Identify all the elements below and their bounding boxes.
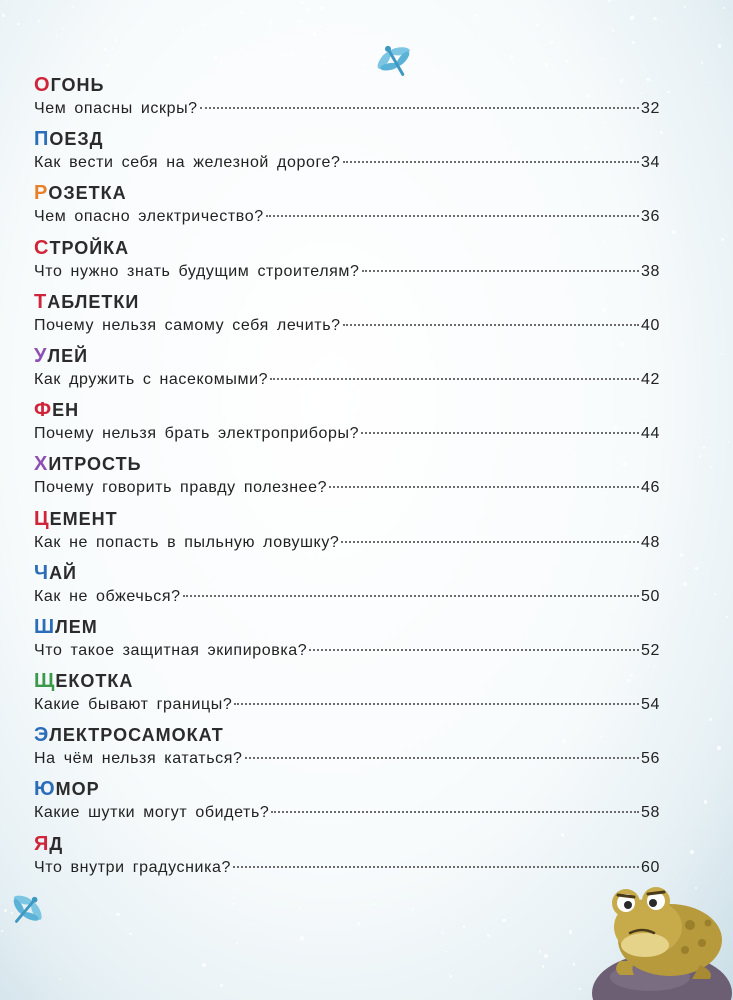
heading-word: ГОНЬ [50, 75, 105, 95]
entry-line [34, 260, 660, 284]
dot-leader [245, 757, 639, 759]
entry-question: Почему говорить правду полезнее? [34, 479, 328, 497]
heading-word: ОЕЗД [49, 129, 104, 150]
speck [220, 984, 223, 987]
entry-heading [34, 561, 660, 585]
speck [672, 230, 675, 233]
heading-initial-letter: Т [34, 290, 48, 313]
heading-initial-letter: Ч [34, 561, 50, 584]
speck [38, 20, 40, 22]
speck [412, 908, 413, 909]
speck [320, 26, 321, 27]
entry-heading [34, 290, 660, 314]
entry-heading [34, 344, 660, 368]
speck [683, 582, 687, 586]
speck [718, 44, 721, 47]
speck [306, 8, 310, 12]
speck [707, 437, 708, 438]
speck [721, 238, 724, 241]
page-number: 46 [641, 479, 660, 497]
toc-entry [34, 290, 660, 344]
heading-initial-letter: Ю [34, 778, 56, 801]
speck [279, 6, 280, 7]
entry-line [34, 205, 660, 229]
entry-heading [34, 181, 660, 205]
entry-line [34, 476, 660, 500]
entry-question: Как дружить с насекомыми? [34, 370, 269, 388]
toc-entry [34, 398, 660, 452]
speck [373, 903, 375, 905]
speck [602, 59, 603, 60]
speck [703, 446, 705, 448]
entry-question: Почему нельзя самому себя лечить? [34, 316, 341, 334]
speck [236, 942, 238, 944]
page-number: 58 [641, 804, 660, 822]
speck [573, 963, 576, 966]
speck [129, 933, 131, 935]
speck [322, 62, 325, 65]
speck [653, 17, 656, 20]
toc-entry [34, 507, 660, 561]
heading-word: АБЛЕТКИ [47, 291, 140, 312]
dot-leader [200, 107, 639, 109]
speck [579, 988, 581, 990]
speck [72, 6, 74, 8]
speck [240, 11, 243, 14]
speck [291, 53, 294, 56]
speck [298, 20, 301, 23]
page-number: 36 [641, 208, 660, 226]
heading-word: ЕН [52, 400, 80, 421]
speck [608, 0, 610, 2]
speck [634, 15, 635, 16]
entry-line [34, 97, 660, 121]
heading-word: МОР [55, 779, 100, 800]
speck [104, 48, 107, 51]
speck [202, 963, 206, 967]
entry-line [34, 314, 660, 338]
heading-word: АЙ [49, 562, 77, 583]
page-number: 42 [641, 370, 660, 388]
speck [301, 1, 304, 4]
speck [612, 29, 615, 32]
dot-leader [361, 432, 639, 434]
speck [463, 925, 465, 927]
speck [214, 57, 217, 60]
heading-word: ЛЕМ [55, 616, 98, 637]
entry-line [34, 747, 660, 771]
speck [112, 47, 114, 49]
entry-heading [34, 452, 660, 476]
page-number: 48 [641, 533, 660, 551]
entry-heading [34, 832, 660, 856]
entry-question: Чем опасны искры? [34, 100, 198, 117]
entry-heading [34, 615, 660, 639]
entry-heading [34, 127, 660, 151]
speck [63, 28, 64, 29]
speck [709, 718, 712, 721]
heading-word: Д [49, 833, 64, 854]
entry-line [34, 531, 660, 555]
page-number: 50 [641, 587, 660, 605]
entry-line [34, 422, 660, 446]
toc-entry [34, 73, 660, 127]
toc-entry [34, 561, 660, 615]
speck [300, 936, 303, 939]
dragonfly-icon [2, 888, 50, 932]
speck [60, 978, 61, 979]
toc-entry [34, 452, 660, 506]
heading-initial-letter: Х [34, 453, 49, 476]
speck [182, 55, 184, 57]
speck [479, 34, 480, 35]
dot-leader [309, 649, 639, 651]
speck [115, 39, 117, 41]
toc-entry [34, 669, 660, 723]
speck [539, 950, 542, 953]
entry-question: Какие бывают границы? [34, 696, 233, 714]
toc-entry [34, 723, 660, 777]
page-number: 54 [641, 696, 660, 714]
speck [642, 66, 643, 67]
speck [116, 913, 119, 916]
heading-word: ЛЕКТРОСАМОКАТ [49, 725, 224, 746]
toc-entry [34, 127, 660, 181]
entry-heading [34, 398, 660, 422]
speck [487, 934, 490, 937]
speck [442, 932, 444, 934]
entry-line [34, 585, 660, 609]
speck [684, 6, 686, 8]
speck [313, 32, 317, 36]
heading-word: ИТРОСТЬ [48, 454, 142, 475]
speck [475, 14, 478, 17]
speck [730, 14, 731, 15]
speck [679, 758, 680, 759]
page-number: 52 [641, 641, 660, 659]
speck [502, 919, 505, 922]
speck [106, 64, 109, 67]
dot-leader [329, 486, 639, 488]
entry-question: Что нужно знать будущим строителям? [34, 262, 360, 280]
dot-leader [341, 541, 639, 543]
entry-heading [34, 777, 660, 801]
entry-heading [34, 73, 660, 97]
speck [695, 567, 698, 570]
page-number: 38 [641, 262, 660, 280]
dot-leader [270, 378, 639, 380]
entry-question: Как не попасть в пыльную ловушку? [34, 533, 340, 551]
toc-list [34, 73, 660, 886]
page-number: 56 [641, 750, 660, 768]
entry-line [34, 856, 660, 880]
speck [510, 55, 514, 59]
speck [690, 850, 694, 854]
heading-initial-letter: Щ [34, 670, 56, 693]
speck [182, 28, 185, 31]
entry-heading [34, 723, 660, 747]
speck [202, 24, 204, 26]
toc-entry [34, 236, 660, 290]
entry-line [34, 801, 660, 825]
entry-line [34, 151, 660, 175]
speck [710, 466, 712, 468]
speck [287, 59, 288, 60]
dot-leader [271, 811, 639, 813]
page-number: 32 [641, 100, 660, 117]
dot-leader [233, 866, 639, 868]
toc-entry [34, 181, 660, 235]
page-number: 40 [641, 316, 660, 334]
entry-line [34, 639, 660, 663]
speck [721, 353, 723, 355]
speck [544, 954, 548, 958]
entry-heading [34, 236, 660, 260]
heading-word: ЕКОТКА [55, 671, 134, 692]
speck [701, 62, 703, 64]
toc-entry [34, 832, 660, 886]
dot-leader [343, 324, 639, 326]
dot-leader [266, 215, 639, 217]
heading-word: ЛЕЙ [47, 345, 89, 366]
heading-initial-letter: П [34, 128, 50, 151]
speck [550, 41, 553, 44]
speck [632, 41, 634, 43]
speck [630, 16, 633, 19]
entry-question: Что внутри градусника? [34, 858, 232, 876]
speck [717, 746, 721, 750]
entry-question: Почему нельзя брать электроприборы? [34, 425, 360, 443]
speck [17, 23, 19, 25]
entry-question: Чем опасно электричество? [34, 208, 264, 226]
speck [299, 908, 301, 910]
heading-initial-letter: Р [34, 182, 49, 205]
toc-entry [34, 615, 660, 669]
speck [407, 8, 409, 10]
heading-initial-letter: Э [34, 724, 50, 747]
dot-leader [234, 703, 639, 705]
speck [723, 7, 725, 9]
entry-question: Как не обжечься? [34, 587, 181, 605]
speck [2, 14, 5, 17]
page-number: 44 [641, 425, 660, 443]
speck [232, 903, 234, 905]
speck [699, 455, 702, 458]
entry-question: Какие шутки могут обидеть? [34, 804, 270, 822]
heading-initial-letter: Я [34, 832, 50, 855]
entry-heading [34, 669, 660, 693]
toc-entry [34, 777, 660, 831]
toc-entry [34, 344, 660, 398]
page-number: 60 [641, 858, 660, 876]
speck [250, 924, 252, 926]
entry-question: Как вести себя на железной дороге? [34, 154, 341, 172]
heading-word: ТРОЙКА [49, 237, 130, 258]
speck [667, 91, 669, 93]
speck [269, 21, 273, 25]
entry-question: Что такое защитная экипировка? [34, 641, 308, 659]
speck [411, 9, 413, 11]
entry-question: На чём нельзя кататься? [34, 750, 243, 768]
entry-heading [34, 507, 660, 531]
speck [710, 82, 711, 83]
dot-leader [362, 270, 639, 272]
speck [726, 616, 728, 618]
entry-line [34, 368, 660, 392]
heading-initial-letter: Ц [34, 507, 50, 530]
dot-leader [343, 161, 639, 163]
speck [284, 53, 287, 56]
speck [728, 441, 730, 443]
heading-initial-letter: Ш [34, 615, 56, 638]
heading-initial-letter: С [34, 236, 50, 259]
heading-initial-letter: Ф [34, 399, 53, 422]
speck [704, 800, 707, 803]
heading-word: ЕМЕНТ [49, 508, 118, 529]
speck [56, 35, 58, 37]
speck [320, 6, 324, 10]
speck [714, 593, 716, 595]
speck [357, 922, 360, 925]
speck [680, 553, 683, 556]
speck [114, 34, 116, 36]
heading-initial-letter: У [34, 344, 48, 367]
speck [684, 843, 685, 844]
page-number: 34 [641, 154, 660, 172]
speck [542, 965, 545, 968]
speck [6, 1, 8, 3]
dot-leader [183, 595, 639, 597]
speck [545, 63, 548, 66]
speck [565, 60, 568, 63]
speck [99, 916, 100, 917]
speck [569, 930, 573, 934]
speck [449, 975, 452, 978]
heading-initial-letter: О [34, 74, 51, 96]
speck [445, 951, 446, 952]
speck [362, 63, 365, 66]
entry-line [34, 693, 660, 717]
speck [536, 24, 540, 28]
heading-word: ОЗЕТКА [48, 183, 127, 204]
